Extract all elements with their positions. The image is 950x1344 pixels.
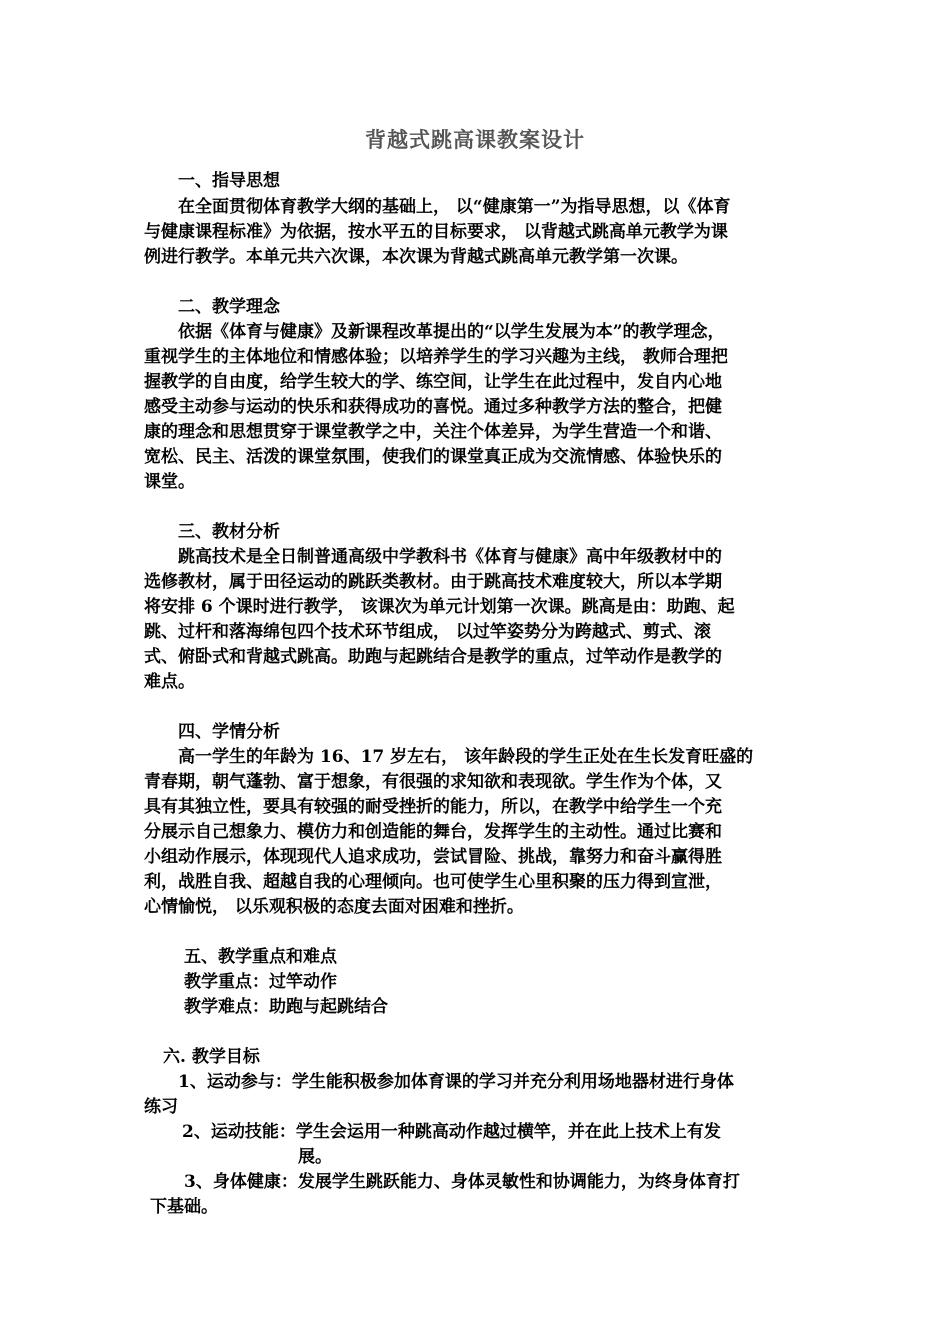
- paragraph-line: 青春期，朝气蓬勃、富于想象，有很强的求知欲和表现欲。学生作为个体，又: [144, 772, 722, 792]
- paragraph-line: 选修教材，属于田径运动的跳跃类教材。由于跳高技术难度较大，所以本学期: [144, 572, 722, 592]
- paragraph-line: 与健康课程标准》为依据，按水平五的目标要求， 以背越式跳高单元教学为课: [144, 222, 728, 242]
- paragraph-line: 跳、过杆和落海绵包四个技术环节组成， 以过竿姿势分为跨越式、剪式、滚: [144, 622, 711, 642]
- paragraph-line: 教学重点：过竿动作: [184, 972, 337, 992]
- paragraph-line: 在全面贯彻体育教学大纲的基础上， 以“健康第一”为指导思想，以《体育: [178, 197, 731, 217]
- paragraph-line: 握教学的自由度，给学生较大的学、练空间，让学生在此过程中，发自内心地: [144, 372, 722, 392]
- paragraph-line: 将安排 6 个课时进行教学， 该课次为单元计划第一次课。跳高是由：助跑、起: [144, 597, 735, 617]
- paragraph-line: 教学难点：助跑与起跳结合: [184, 997, 388, 1017]
- paragraph-line: 例进行教学。本单元共六次课，本次课为背越式跳高单元教学第一次课。: [144, 247, 688, 267]
- paragraph-line: 3、身体健康：发展学生跳跃能力、身体灵敏性和协调能力，为终身体育打: [184, 1172, 740, 1192]
- paragraph-line: 小组动作展示，体现现代人追求成功，尝试冒险、挑战，靠努力和奋斗赢得胜: [144, 847, 722, 867]
- paragraph-line: 康的理念和思想贯穿于课堂教学之中，关注个体差异，为学生营造一个和谐、: [144, 422, 722, 442]
- paragraph-line: 跳高技术是全日制普通高级中学教科书《体育与健康》高中年级教材中的: [178, 547, 722, 567]
- document-title: 背越式跳高课教案设计: [365, 128, 585, 152]
- paragraph-line: 重视学生的主体地位和情感体验；以培养学生的学习兴趣为主线， 教师合理把: [144, 347, 728, 367]
- paragraph-line: 感受主动参与运动的快乐和获得成功的喜悦。通过多种教学方法的整合，把健: [144, 397, 722, 417]
- paragraph-line: 心情愉悦， 以乐观积极的态度去面对困难和挫折。: [144, 897, 524, 917]
- paragraph-line: 依据《体育与健康》及新课程改革提出的“以学生发展为本”的教学理念，: [178, 322, 725, 342]
- section-heading-teaching-goals: 六. 教学目标: [163, 1047, 260, 1067]
- paragraph-line: 下基础。: [150, 1197, 218, 1217]
- paragraph-line: 2、运动技能：学生会运用一种跳高动作越过横竿，并在此上技术上有发: [182, 1122, 721, 1142]
- paragraph-line: 难点。: [144, 672, 195, 692]
- paragraph-line: 课堂。: [144, 472, 195, 492]
- section-heading-teaching-philosophy: 二、教学理念: [178, 297, 280, 317]
- paragraph-line: 式、俯卧式和背越式跳高。助跑与起跳结合是教学的重点，过竿动作是教学的: [144, 647, 722, 667]
- section-heading-guiding-ideology: 一、指导思想: [178, 171, 280, 191]
- paragraph-line: 利，战胜自我、超越自我的心理倾向。也可使学生心里积聚的压力得到宣泄，: [144, 872, 722, 892]
- section-heading-key-points: 五、教学重点和难点: [184, 947, 337, 967]
- paragraph-line: 分展示自己想象力、模仿力和创造能的舞台，发挥学生的主动性。通过比赛和: [144, 822, 722, 842]
- paragraph-line: 宽松、民主、活泼的课堂氛围，使我们的课堂真正成为交流情感、体验快乐的: [144, 447, 722, 467]
- paragraph-line: 练习: [144, 1097, 178, 1117]
- section-heading-material-analysis: 三、教材分析: [178, 522, 280, 542]
- paragraph-line: 1、运动参与：学生能积极参加体育课的学习并充分利用场地器材进行身体: [178, 1072, 734, 1092]
- paragraph-line: 展。: [298, 1147, 332, 1167]
- paragraph-line: 高一学生的年龄为 16、17 岁左右， 该年龄段的学生正处在生长发育旺盛的: [178, 747, 754, 767]
- paragraph-line: 具有其独立性，要具有较强的耐受挫折的能力，所以，在教学中给学生一个充: [144, 797, 722, 817]
- section-heading-student-analysis: 四、学情分析: [178, 722, 280, 742]
